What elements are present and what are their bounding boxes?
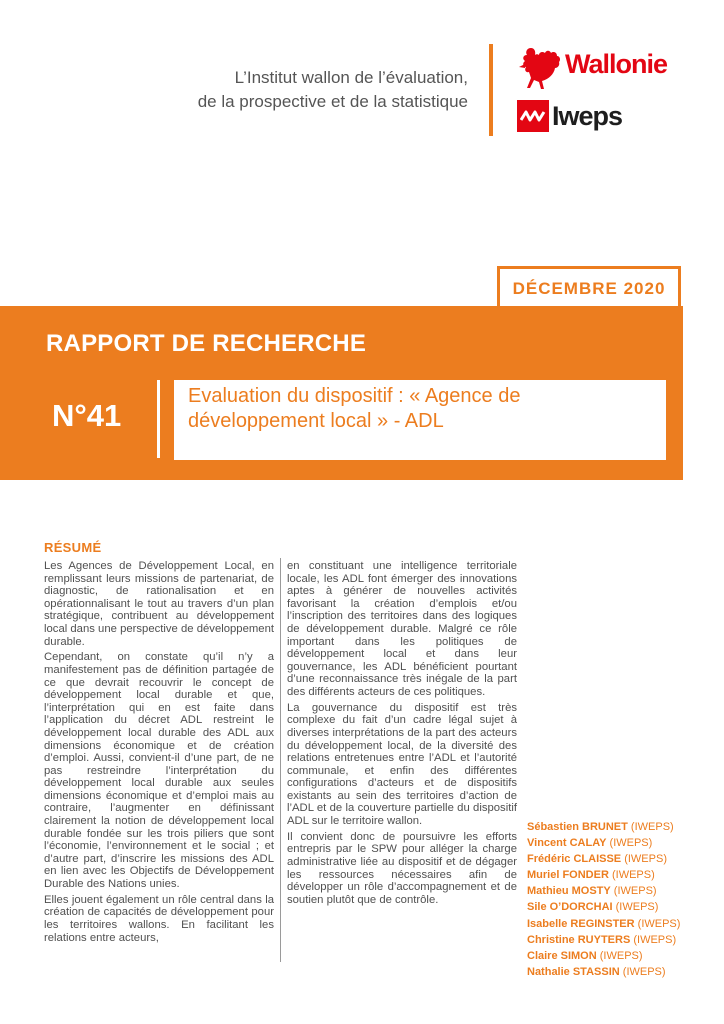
summary-paragraph: Cependant, on constate qu’il n’y a manifestement pas de définition partagée de ce que devrait recouvrir le concept de développement local durable et que, l’interprétation qui en est faite dans l’application du décret ADL restreint le développement local durable des ADL aux dimensions économique et de création d’emploi. Aussi, convient-il d’une part, de ne pas restreindre l’interprétation du développement local durable aux seules dimensions économique et d’emploi mais au contraire, l’augmenter en définissant clairement la notion de développement local durable fondée sur les trois piliers que sont l’économie, l’environnement et le social ; et d’autre part, d’inscrire les missions des ADL en lien avec les Objectifs de Développement Durable des Nations unies. — [44, 651, 274, 891]
author — [527, 835, 680, 851]
author-affiliation: (IWEPS) — [622, 965, 666, 978]
rooster-icon — [517, 44, 563, 92]
author — [527, 867, 680, 883]
author — [527, 819, 680, 835]
author-affiliation: (IWEPS) — [609, 837, 653, 850]
report-title-line-1: Evaluation du dispositif : « Agence de — [188, 385, 521, 407]
summary-column-2 — [287, 560, 517, 910]
author-name: Nathalie STASSIN — [527, 965, 620, 978]
summary-paragraph: Les Agences de Développement Local, en remplissant leurs missions de partenariat, de diagnostic, de rationalisation et en opérationnalisant le tout au travers d’un plan stratégique, contribuent au développement local dans une perspective de développement durable. — [44, 560, 274, 648]
author-affiliation: (IWEPS) — [615, 901, 659, 914]
author-affiliation: (IWEPS) — [630, 821, 674, 833]
author-name: Mathieu MOSTY — [527, 885, 611, 898]
author-name: Frédéric CLAISSE — [527, 853, 622, 866]
iweps-wordmark: Iweps — [552, 100, 623, 131]
author — [527, 883, 680, 899]
summary-paragraph: Il convient donc de poursuivre les efforts entrepris par le SPW pour alléger la charge administrative liée au dispositif et de dégager les ressources nécessaires afin de développer un rôle d’accompagnement et de soutien plutôt que de contrôle. — [287, 830, 517, 906]
institute-name — [198, 66, 468, 114]
author-list — [527, 819, 680, 980]
author-name: Sile O’DORCHAI — [527, 901, 613, 914]
author-name: Sébastien BRUNET — [527, 821, 628, 833]
publication-date: DÉCEMBRE 2020 — [512, 278, 666, 298]
summary-column-1 — [44, 560, 274, 947]
wallonie-wordmark: Wallonie — [565, 49, 668, 79]
author-affiliation: (IWEPS) — [637, 917, 681, 930]
wallonie-logo — [517, 44, 667, 92]
author-name: Christine RUYTERS — [527, 933, 631, 946]
report-title-box — [174, 380, 666, 460]
report-band — [0, 306, 683, 480]
column-divider — [280, 558, 281, 962]
author — [527, 948, 680, 964]
author-name: Vincent CALAY — [527, 837, 607, 850]
author-name: Muriel FONDER — [527, 869, 609, 882]
author-affiliation: (IWEPS) — [633, 933, 677, 946]
author — [527, 964, 680, 980]
institute-line-1: L’Institut wallon de l’évaluation, — [234, 68, 468, 87]
author — [527, 899, 680, 915]
summary-heading: RÉSUMÉ — [44, 540, 102, 555]
summary-paragraph: en constituant une intelligence territoriale locale, les ADL font émerger des innovations aptes à générer de nouvelles activités favorisant la création d’emplois et/ou l’inscription des territoires dans des logiques de développement durable. Malgré ce rôle important dans les politiques de développement local et dans leur gouvernance, les ADL bénéficient pourtant d’une reconnaissance très inégale de la part des différents acteurs de ces politiques. — [287, 560, 517, 698]
institute-line-2: de la prospective et de la statistique — [197, 92, 468, 111]
report-title-line-2: développement local » - ADL — [188, 410, 444, 432]
summary-paragraph: La gouvernance du dispositif est très complexe du fait d’un cadre légal sujet à diverses interprétations de la part des acteurs du développement local, de la diversité des relations entretenues entre l’ADL et l’autorité communale, et enfin des différentes configurations d’acteurs et de dispositifs existants au sein des territoires d’action de l’ADL et de la couverture partielle du dispositif ADL sur le territoire wallon. — [287, 701, 517, 828]
iweps-mark-icon — [517, 100, 549, 132]
author-affiliation: (IWEPS) — [624, 853, 667, 866]
author — [527, 916, 680, 932]
report-number: N°41 — [52, 398, 122, 433]
publication-date-box — [497, 266, 681, 308]
author — [527, 932, 680, 948]
author-name: Claire SIMON — [527, 949, 597, 962]
author-affiliation: (IWEPS) — [611, 869, 655, 882]
author-name: Isabelle REGINSTER — [527, 917, 635, 930]
report-type: RAPPORT DE RECHERCHE — [46, 330, 367, 357]
number-divider — [157, 380, 160, 458]
author — [527, 851, 680, 867]
header-divider — [489, 44, 493, 136]
author-affiliation: (IWEPS) — [613, 885, 657, 898]
summary-paragraph: Elles jouent également un rôle central dans la création de capacités de développement pour les territoires wallons. En facilitant les relations entre acteurs, — [44, 893, 274, 944]
author-affiliation: (IWEPS) — [599, 949, 643, 962]
iweps-logo — [517, 100, 622, 132]
